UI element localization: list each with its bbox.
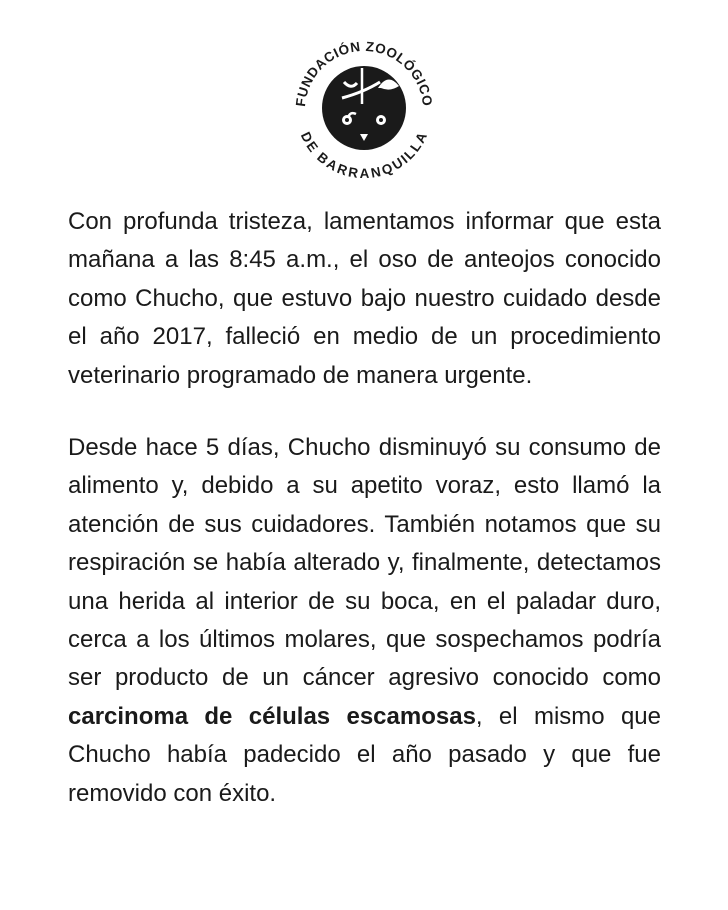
logo-name-bottom: DE BARRANQUILLA [298,129,430,181]
diagnosis-highlight: carcinoma de células escamosas [68,702,476,730]
paragraph-2-closing: , el mismo que Chucho había padecido el año pasado y que fue removido con éxito. [68,702,662,807]
paragraph-2 [68,429,661,813]
foundation-logo [284,22,444,182]
bear-emblem-icon [322,66,406,150]
announcement-body [68,203,661,813]
paragraph-1: Con profunda tristeza, lamentamos informar que esta mañana a las 8:45 a.m., el oso de anteojos conocido como Chucho, que estuvo bajo nuestro cuidado desde el año 2017, falleció en medio de un procedimiento veterinario programado de manera urgente. [68,208,661,389]
logo-name-top: FUNDACIÓN ZOOLÓGICO [293,38,436,108]
paragraph-2-intro: Desde hace 5 días, Chucho disminuyó su consumo de alimento y, debido a su apetito voraz, esto llamó la atención de sus cuidadores. También notamos que su respiración se había alterado y, finalmente, detectamos una herida al interior de su boca, en el paladar duro, cerca a los últimos molares, que sospechamos podría ser producto de un cáncer agresivo conocido como [68,434,661,692]
